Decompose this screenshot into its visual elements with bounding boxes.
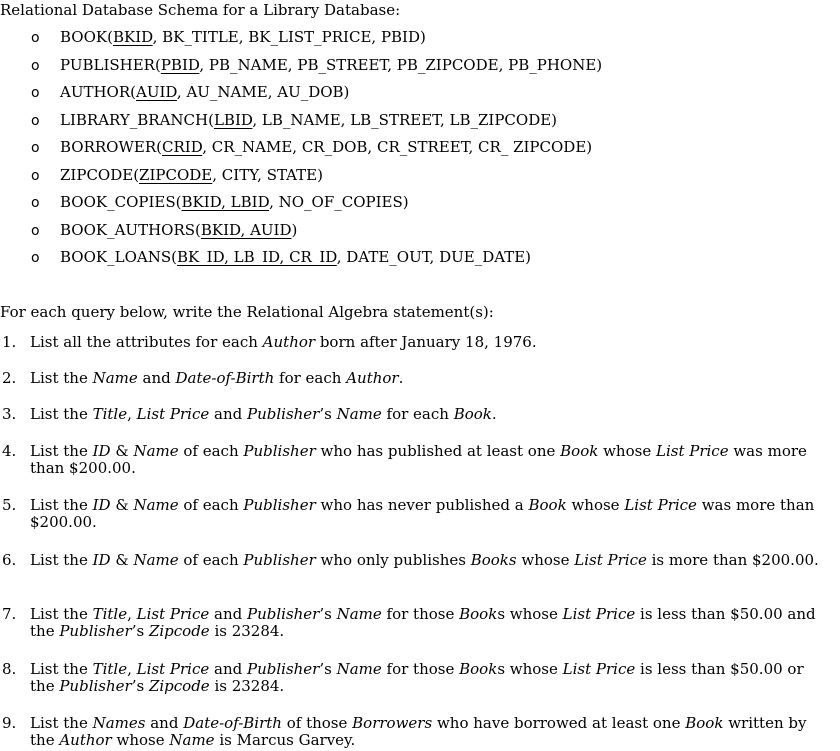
question-number: 8. [2,660,17,678]
primary-key: ZIPCODE [139,165,213,184]
schema-relation [60,249,531,266]
question-text: List the ID & Name of each Publisher who has never published a Book whose List Price was more than $200.00. [30,496,815,531]
relation-name: LIBRARY_BRANCH( [60,110,214,129]
relation-name: BORROWER( [60,138,162,156]
question-number: 6. [2,551,17,569]
relation-attributes: , AU_NAME, AU_DOB) [176,83,350,101]
primary-key: PBID [160,55,200,74]
schema-relation [60,112,557,129]
primary-key: LBID [213,110,253,129]
question-number: 1. [2,333,17,351]
relation-name: PUBLISHER( [60,55,161,74]
relation-attributes: ) [291,220,298,239]
question-number: 4. [2,442,17,460]
relation-name: BOOK_LOANS( [60,248,177,266]
question-text: List the Title, List Price and Publisher’s Name for each Book. [30,405,497,423]
schema-relation [60,57,602,74]
schema-heading: Relational Database Schema for a Library Database: [0,1,401,19]
question-text: List the Name and Date-of-Birth for each Author. [30,369,404,387]
primary-key: BKID, LBID [181,193,270,211]
circle-bullet-icon: o [31,85,40,101]
queries-intro: For each query below, write the Relational Algebra statement(s): [0,303,494,321]
primary-key: BK_ID, LB_ID, CR_ID [176,248,337,266]
schema-relation [60,29,426,46]
circle-bullet-icon: o [31,222,40,239]
question-number: 3. [2,405,17,423]
relation-attributes: , DATE_OUT, DUE_DATE) [336,248,532,266]
schema-relation [60,222,297,239]
circle-bullet-icon: o [31,112,40,129]
relation-name: ZIPCODE( [60,165,140,184]
question-number: 2. [2,369,17,387]
circle-bullet-icon: o [31,57,40,74]
question-number: 9. [2,714,17,732]
circle-bullet-icon: o [31,195,40,211]
circle-bullet-icon: o [31,140,40,156]
relation-name: BOOK( [60,28,113,46]
relation-attributes: , BK_TITLE, BK_LIST_PRICE, PBID) [152,28,426,46]
schema-relation [60,167,323,184]
question-number: 5. [2,496,17,514]
primary-key: AUID [136,83,177,101]
relation-attributes: , CITY, STATE) [212,165,323,184]
circle-bullet-icon: o [31,250,40,266]
schema-relation [60,194,409,211]
question-text: List the ID & Name of each Publisher who has published at least one Book whose List Price was more than $200.00. [30,442,807,477]
relation-name: AUTHOR( [60,83,137,101]
primary-key: BKID, AUID [200,220,292,239]
question-text: List the Title, List Price and Publisher’s Name for those Books whose List Price is less than $50.00 and the Publisher’s Zipcode is 23284. [30,605,816,640]
circle-bullet-icon: o [31,167,40,184]
circle-bullet-icon: o [31,30,40,46]
relation-attributes: , LB_NAME, LB_STREET, LB_ZIPCODE) [252,110,558,129]
primary-key: CRID [162,138,203,156]
relation-name: BOOK_AUTHORS( [60,220,201,239]
question-text: List the Title, List Price and Publisher’s Name for those Books whose List Price is less than $50.00 or the Publisher’s Zipcode is 23284. [30,660,804,695]
schema-relation [60,84,349,101]
question-text: List the Names and Date-of-Birth of those Borrowers who have borrowed at least one Book written by the Author whose Name is Marcus Garvey. [30,714,807,749]
question-text: List the ID & Name of each Publisher who only publishes Books whose List Price is more than $200.00. [30,551,819,569]
relation-attributes: , NO_OF_COPIES) [269,193,409,211]
relation-attributes: , PB_NAME, PB_STREET, PB_ZIPCODE, PB_PHONE) [199,55,603,74]
question-number: 7. [2,605,17,623]
relation-name: BOOK_COPIES( [60,193,182,211]
relation-attributes: , CR_NAME, CR_DOB, CR_STREET, CR_ ZIPCODE) [202,138,593,156]
schema-relation [60,139,592,156]
primary-key: BKID [112,28,153,46]
question-text: List all the attributes for each Author born after January 18, 1976. [30,333,537,351]
